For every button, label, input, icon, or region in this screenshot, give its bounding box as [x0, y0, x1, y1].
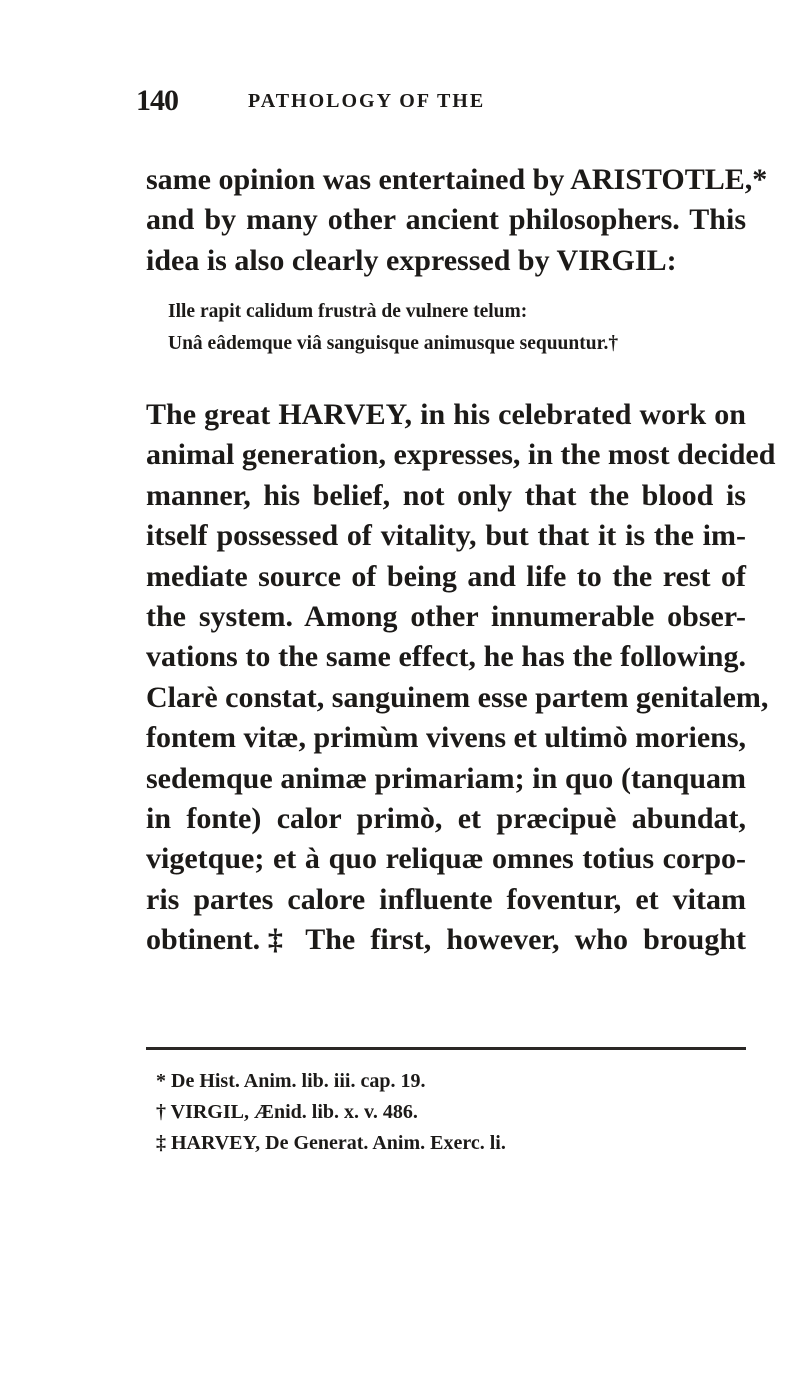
text-line: ris partes calore influente foventur, et vitam: [146, 882, 746, 916]
latin-quotation: [168, 296, 748, 360]
footnotes: [156, 1066, 736, 1159]
text-line: animal generation, expresses, in the most decided: [146, 438, 776, 472]
text-line: sedemque animæ primariam; in quo (tanquam: [146, 761, 746, 795]
text-line: same opinion was entertained by ARISTOTLE,*: [146, 163, 768, 196]
text-line: vations to the same effect, he has the following.: [146, 640, 746, 674]
footnote-divider: [146, 1047, 746, 1050]
footnote: ‡ HARVEY, De Generat. Anim. Exerc. li.: [156, 1132, 506, 1154]
text-line: the system. Among other innumerable obser-: [146, 600, 746, 634]
text-line: mediate source of being and life to the rest of: [146, 559, 746, 593]
footnote: † VIRGIL, Ænid. lib. x. v. 486.: [156, 1101, 418, 1123]
quote-line: Ille rapit calidum frustrà de vulnere telum:: [168, 301, 528, 322]
paragraph-harvey: [146, 395, 776, 961]
text-line: The great HARVEY, in his celebrated work on: [146, 398, 746, 431]
text-line: in fonte) calor primò, et præcipuè abundat,: [146, 802, 746, 836]
running-head-title: PATHOLOGY OF THE: [248, 90, 486, 112]
paragraph-opening: [146, 160, 768, 281]
running-head: [136, 84, 736, 124]
quote-line: Unâ eâdemque viâ sanguisque animusque sequuntur.†: [168, 333, 619, 354]
text-line: itself possessed of vitality, but that it is the im-: [146, 519, 746, 553]
text-line: fontem vitæ, primùm vivens et ultimò moriens,: [146, 721, 746, 755]
text-line: obtinent.‡ The first, however, who brought: [146, 923, 746, 957]
page-number: 140: [136, 84, 178, 117]
text-line: idea is also clearly expressed by VIRGIL:: [146, 243, 677, 277]
footnote: * De Hist. Anim. lib. iii. cap. 19.: [156, 1070, 426, 1092]
text-line: manner, his belief, not only that the blood is: [146, 478, 746, 512]
text-line: vigetque; et à quo reliquæ omnes totius corpo-: [146, 842, 746, 876]
text-line: and by many other ancient philosophers. This: [146, 203, 746, 237]
text-line: Clarè constat, sanguinem esse partem genitalem,: [146, 680, 769, 714]
